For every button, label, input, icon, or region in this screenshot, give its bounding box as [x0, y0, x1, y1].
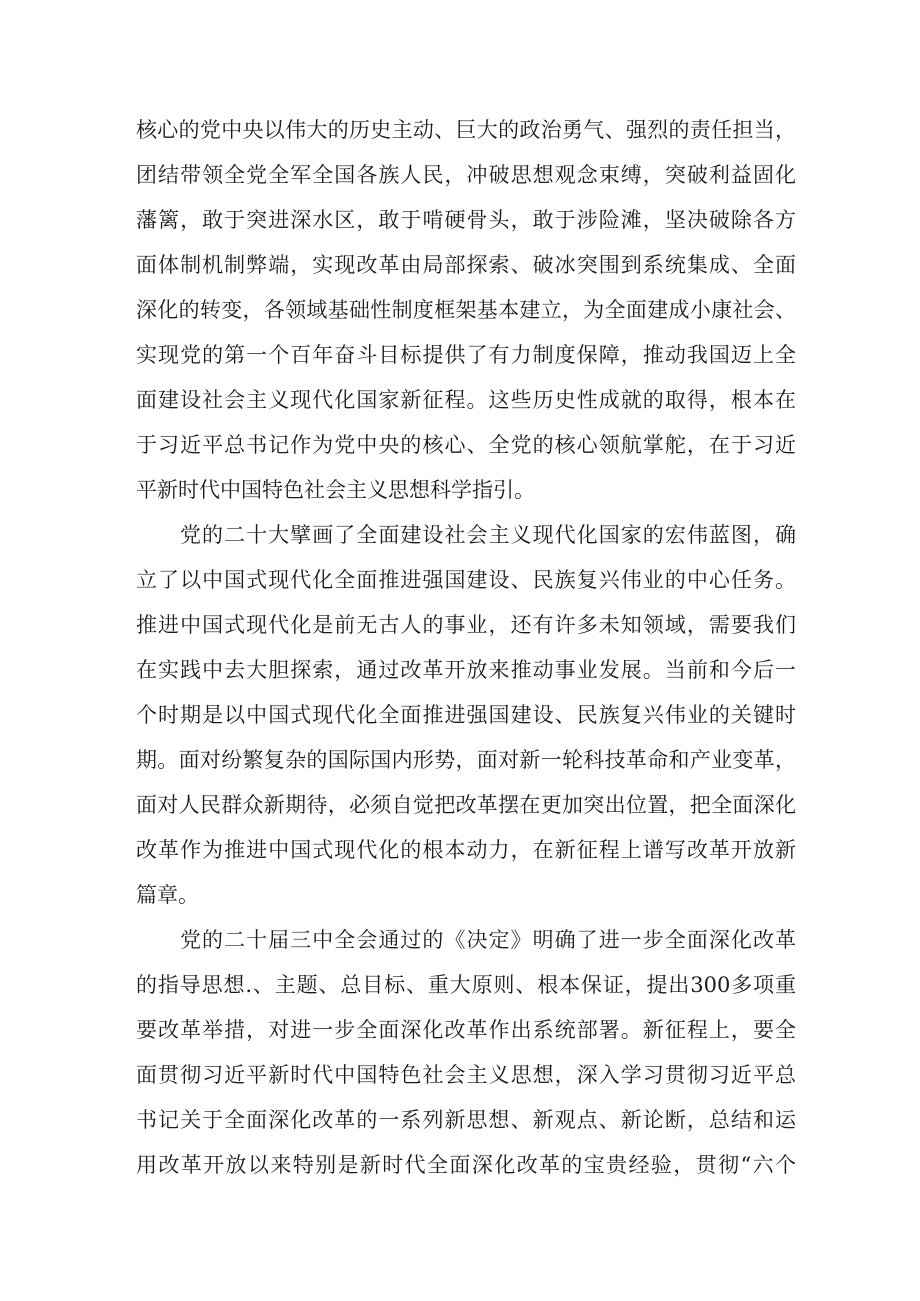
paragraph-line: 篇章。	[136, 883, 199, 907]
paragraph-line: 党的二十大擘画了全面建设社会主义现代化国家的宏伟蓝图，确	[180, 523, 796, 547]
paragraph-line: 改革作为推进中国式现代化的根本动力，在新征程上谱写改革开放新	[136, 838, 796, 862]
paragraph-line: 党的二十届三中全会通过的《决定》明确了进一步全面深化改革	[180, 928, 796, 952]
paragraph-line: 面体制机制弊端，实现改革由局部探索、破冰突围到系统集成、全面	[136, 253, 796, 277]
paragraph-line: 要改革举措，对进一步全面深化改革作出系统部署。新征程上，要全	[136, 1018, 796, 1042]
paragraph-line: 推进中国式现代化是前无古人的事业，还有许多未知领域，需要我们	[136, 613, 796, 637]
paragraph-3	[136, 918, 796, 1188]
document-body	[136, 108, 796, 1188]
paragraph-line: 立了以中国式现代化全面推进强国建设、民族复兴伟业的中心任务。	[136, 568, 796, 592]
paragraph-line: 深化的转变，各领域基础性制度框架基本建立，为全面建成小康社会、	[136, 298, 796, 322]
paragraph-line: 核心的党中央以伟大的历史主动、巨大的政治勇气、强烈的责任担当，	[136, 118, 796, 142]
paragraph-line: 面对人民群众新期待，必须自觉把改革摆在更加突出位置，把全面深化	[136, 793, 796, 817]
paragraph-line: 书记关于全面深化改革的一系列新思想、新观点、新论断，总结和运	[136, 1108, 796, 1132]
paragraph-line: 实现党的第一个百年奋斗目标提供了有力制度保障，推动我国迈上全	[136, 343, 796, 367]
paragraph-1	[136, 108, 796, 513]
paragraph-line: 面建设社会主义现代化国家新征程。这些历史性成就的取得，根本在	[136, 388, 796, 412]
paragraph-line: 团结带领全党全军全国各族人民，冲破思想观念束缚，突破利益固化	[136, 163, 796, 187]
paragraph-2	[136, 513, 796, 918]
paragraph-line: 期。面对纷繁复杂的国际国内形势，面对新一轮科技革命和产业变革，	[136, 748, 796, 772]
paragraph-line: 用改革开放以来特别是新时代全面深化改革的宝贵经验，贯彻“六个	[136, 1153, 796, 1177]
paragraph-line: 于习近平总书记作为党中央的核心、全党的核心领航掌舵，在于习近	[136, 433, 796, 457]
paragraph-line: 个时期是以中国式现代化全面推进强国建设、民族复兴伟业的关键时	[136, 703, 796, 727]
paragraph-line: 在实践中去大胆探索，通过改革开放来推动事业发展。当前和今后一	[136, 658, 796, 682]
paragraph-line: 的指导思想.、主题、总目标、重大原则、根本保证，提出300多项重	[136, 973, 796, 997]
paragraph-line: 平新时代中国特色社会主义思想科学指引。	[136, 478, 535, 502]
paragraph-line: 面贯彻习近平新时代中国特色社会主义思想，深入学习贯彻习近平总	[136, 1063, 796, 1087]
paragraph-line: 藩篱，敢于突进深水区，敢于啃硬骨头，敢于涉险滩，坚决破除各方	[136, 208, 796, 232]
